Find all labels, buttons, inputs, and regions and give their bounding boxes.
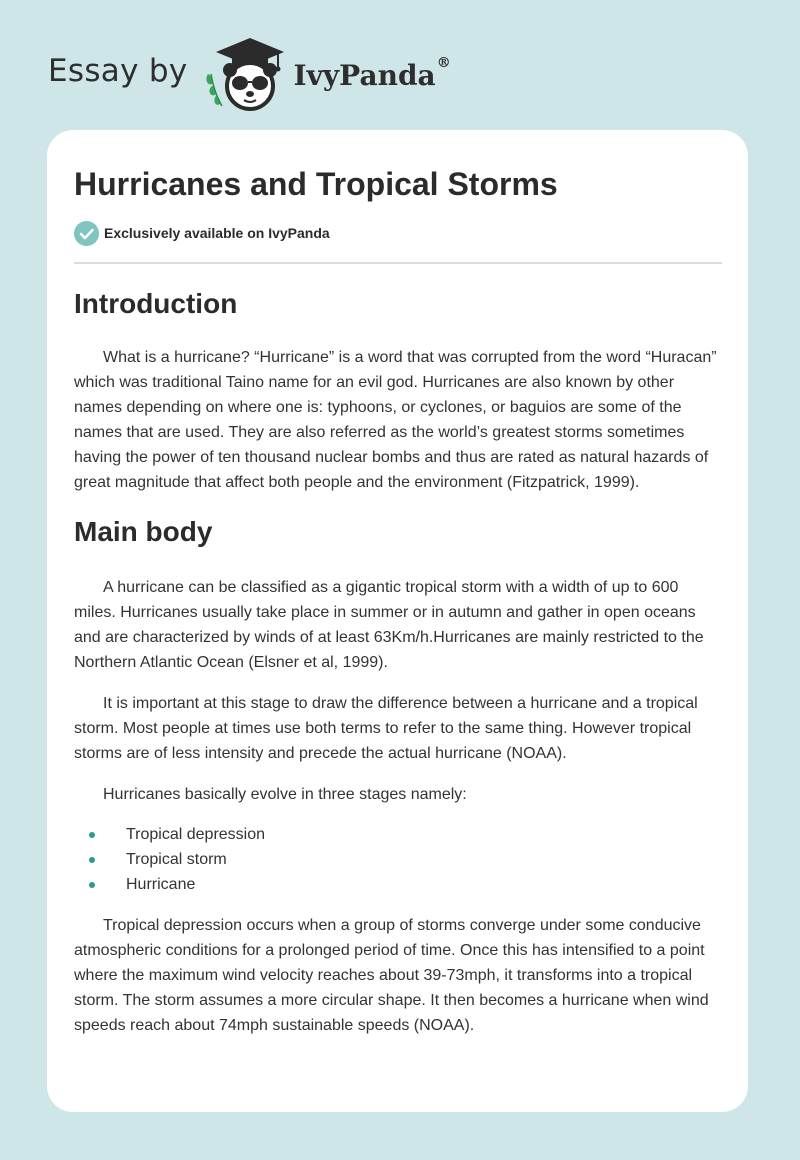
bullet-icon [89, 882, 95, 888]
brand-header[interactable] [48, 34, 451, 114]
paragraph: It is important at this stage to draw the difference between a hurricane and a tropical storm. Most people at times use both terms to refer to the same thing. However tropical storms are of less intensity and precede the actual hurricane (NOAA). [74, 695, 698, 762]
brand-name: IvyPanda® [293, 54, 451, 92]
registered-mark: ® [436, 54, 451, 71]
paragraph: What is a hurricane? “Hurricane” is a word that was corrupted from the word “Huracan” which was traditional Taino name for an evil god. Hurricanes are also known by other names depending on where one is: typhoons, or cyclones, or baguios are some of the names that are used. They are also referred as the world’s greatest storms sometimes having the power of ten thousand nuclear bombs and thus are rated as natural hazards of great magnitude that affect both people and the environment (Fitzpatrick, 1999). [74, 349, 717, 491]
list-item: Tropical depression [74, 822, 722, 847]
paragraph: Hurricanes basically evolve in three stages namely: [103, 786, 467, 803]
exclusive-badge-text: Exclusively available on IvyPanda [104, 225, 330, 241]
bullet-icon [89, 832, 95, 838]
bullet-icon [89, 857, 95, 863]
section-heading-introduction: Introduction [74, 288, 238, 319]
brand-prefix: Essay by [48, 53, 188, 89]
list-item: Hurricane [74, 872, 722, 897]
divider [74, 262, 722, 264]
exclusive-badge [74, 220, 722, 246]
stages-list [74, 822, 722, 897]
list-item: Tropical storm [74, 847, 722, 872]
check-circle-icon [74, 221, 99, 246]
paragraph: A hurricane can be classified as a gigantic tropical storm with a width of up to 600 miles. Hurricanes usually take place in summer or in autumn and gather in open oceans and are characterized by winds of at least 63Km/h.Hurricanes are mainly restricted to the Northern Atlantic Ocean (Elsner et al, 1999). [74, 579, 704, 671]
section-heading-main-body: Main body [74, 516, 213, 547]
essay-card [47, 130, 748, 1112]
page-title: Hurricanes and Tropical Storms [74, 166, 558, 202]
paragraph: Tropical depression occurs when a group of storms converge under some conducive atmospheric conditions for a prolonged period of time. Once this has intensified to a point where the maximum wind velocity reaches about 39-73mph, it transforms into a tropical storm. The storm assumes a more circular shape. It then becomes a hurricane when wind speeds reach about 74mph sustainable speeds (NOAA). [74, 917, 709, 1034]
panda-graduate-icon [202, 34, 290, 114]
